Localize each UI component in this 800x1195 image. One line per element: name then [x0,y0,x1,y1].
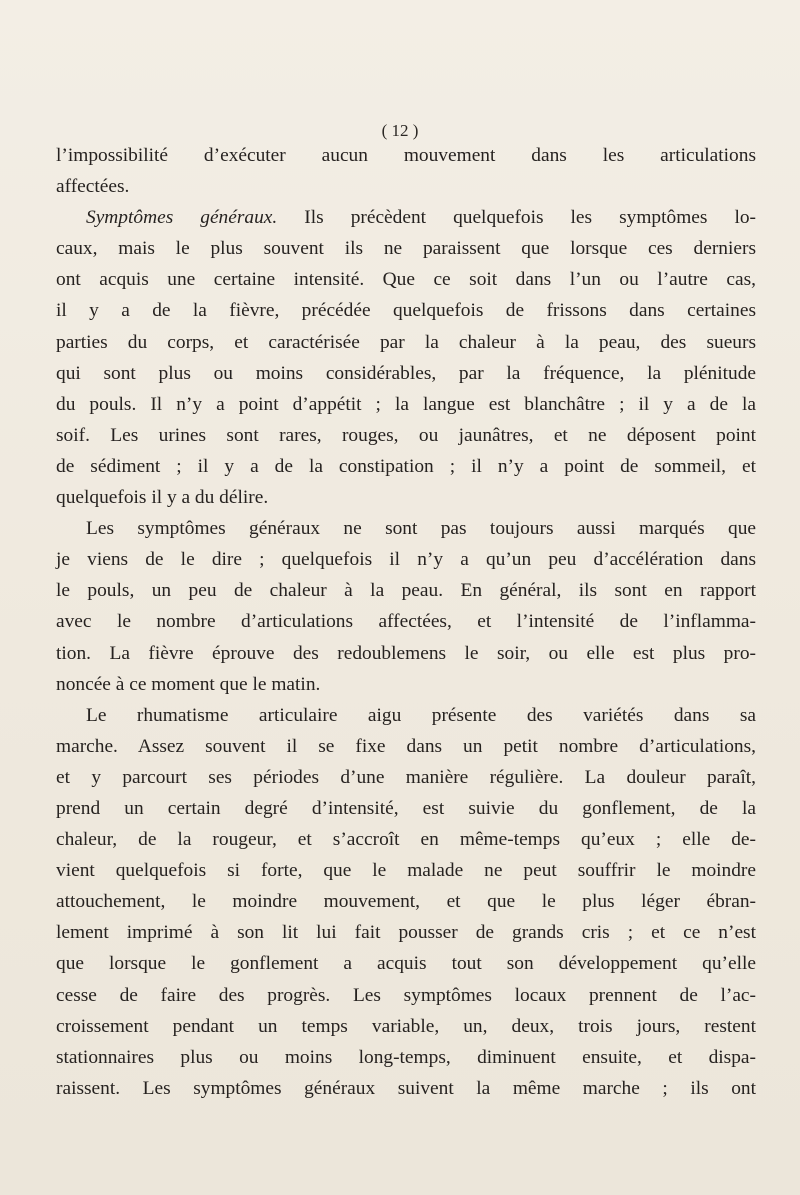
text-line: noncée à ce moment que le matin. [56,673,321,695]
text-line: cesse de faire des progrès. Les symptômes locaux prennent de l’ac- [56,984,756,1006]
text-line: il y a de la fièvre, précédée quelquefois de frissons dans certaines [56,300,756,322]
text-line [56,202,756,233]
text-line: prend un certain degré d’intensité, est suivie du gonflement, de la [56,797,756,819]
text-line: et y parcourt ses périodes d’une manière régulière. La douleur paraît, [56,766,756,788]
text-line: qui sont plus ou moins considérables, par la fréquence, la plénitude [56,362,756,384]
text-line: le pouls, un peu de chaleur à la peau. En général, ils sont en rapport [56,580,756,602]
body-text [56,140,756,1104]
text-run: Ils précèdent quelquefois les symptômes lo- [277,207,757,229]
paragraph [56,700,756,1104]
text-line: chaleur, de la rougeur, et s’accroît en même-temps qu’eux ; elle de- [56,829,756,851]
text-line: croissement pendant un temps variable, un, deux, trois jours, restent [56,1015,756,1037]
text-line: stationnaires plus ou moins long-temps, diminuent ensuite, et dispa- [56,1046,756,1068]
text-line: l’impossibilité d’exécuter aucun mouvement dans les articulations [56,145,756,166]
text-line: attouchement, le moindre mouvement, et que le plus léger ébran- [56,891,756,913]
text-line: caux, mais le plus souvent ils ne paraissent que lorsque ces derniers [56,238,756,260]
section-heading: Symptômes généraux. [86,207,278,229]
text-line: Les symptômes généraux ne sont pas toujours aussi marqués que [86,518,756,540]
text-line: soif. Les urines sont rares, rouges, ou jaunâtres, et ne déposent point [56,424,756,446]
text-line: vient quelquefois si forte, que le malade ne peut souffrir le moindre [56,860,756,882]
text-line: marche. Assez souvent il se fixe dans un petit nombre d’articulations, [56,735,756,757]
text-line: quelquefois il y a du délire. [56,487,269,509]
page-number: ( 12 ) [381,121,419,140]
text-line: ont acquis une certaine intensité. Que ce soit dans l’un ou l’autre cas, [56,269,756,291]
text-line: Le rhumatisme articulaire aigu présente des variétés dans sa [86,704,756,726]
text-line: parties du corps, et caractérisée par la chaleur à la peau, des sueurs [56,331,756,353]
text-line: raissent. Les symptômes généraux suivent la même marche ; ils ont [56,1077,756,1099]
text-line: je viens de le dire ; quelquefois il n’y a qu’un peu d’accélération dans [56,549,756,571]
text-line: du pouls. Il n’y a point d’appétit ; la langue est blanchâtre ; il y a de la [56,393,756,415]
text-line: tion. La fièvre éprouve des redoublemens le soir, ou elle est plus pro- [56,642,756,664]
paragraph [56,140,756,202]
paragraph [56,202,756,513]
text-line: avec le nombre d’articulations affectées, et l’intensité de l’inflamma- [56,611,756,633]
text-line: lement imprimé à son lit lui fait pousser de grands cris ; et ce n’est [56,922,756,944]
text-line: de sédiment ; il y a de la constipation ; il n’y a point de sommeil, et [56,455,756,477]
text-line: affectées. [56,176,130,198]
text-line: que lorsque le gonflement a acquis tout son développement qu’elle [56,953,756,975]
paragraph [56,513,756,700]
